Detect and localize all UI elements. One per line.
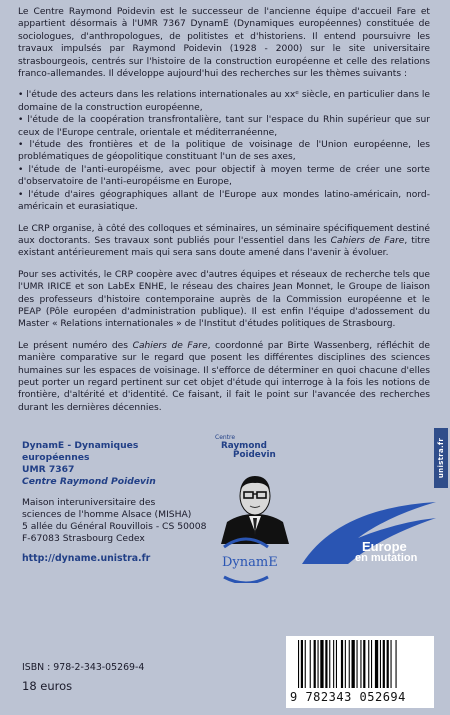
- list-item: • l'étude de l'anti-européisme, avec pour objectif à moyen terme de créer une sorte d'observatoire de l'anti-européisme en Europe,: [18, 164, 430, 188]
- lab-centre: Centre Raymond Poidevin: [22, 476, 156, 487]
- website-url: http://dyname.unistra.fr: [22, 553, 151, 564]
- logo-name2: Poidevin: [233, 450, 276, 460]
- dyname-logo-text: DynamE: [222, 555, 278, 570]
- barcode-bar: [363, 640, 365, 688]
- barcode-bar: [360, 640, 361, 688]
- barcode-bar: [391, 640, 392, 688]
- paragraph-cooperation: Pour ses activités, le CRP coopère avec d'autres équipes et réseaux de recherche tels que l'UMR IRICE et son LabEx ENHE, le réseau des chaires Jean Monnet, le Groupe de liaison des professeurs d'histoire contemporaine auprès de la Commission européenne et le PEAP (Pôle européen d'administration publique). Il est enfin l'équipe d'adossement du Master « Relations internationales » de l'Institut d'études politiques de Strasbourg.: [18, 269, 430, 330]
- barcode-bar: [368, 640, 369, 688]
- barcode-bar: [310, 640, 311, 688]
- paragraph-intro: Le Centre Raymond Poidevin est le successeur de l'ancienne équipe d'accueil Fare et appartient désormais à l'UMR 7367 DynamE (Dynamiques européennes) constituée de sociologues, d'anthropologues, de politistes et d'historiens. Il entend poursuivre les travaux impulsés par Raymond Poidevin (1928 - 2000) sur le site universitaire strasbourgeois, centrés sur l'histoire de la construction européenne et celle des relations franco-allemandes. Il développe aujourd'hui des recherches sur les thèmes suivants :: [18, 7, 430, 80]
- barcode-bar: [333, 640, 334, 688]
- address-line: F-67083 Strasbourg Cedex: [22, 533, 145, 544]
- logo-name1: Raymond: [221, 441, 267, 451]
- list-item: • l'étude des acteurs dans les relations internationales au xxᵉ siècle, en particulier dans le domaine de la construction européenne,: [18, 90, 430, 113]
- list-item: • l'étude d'aires géographiques allant de l'Europe aux mondes latino-américain, nord-américain et eurasiatique.: [18, 189, 430, 213]
- price: 18 euros: [22, 679, 73, 693]
- list-item: • l'étude de la coopération transfrontalière, tant sur l'espace du Rhin supérieur que sur ceux de l'Europe centrale, orientale et méditerranéenne,: [18, 115, 430, 138]
- lab-info: [22, 440, 202, 488]
- barcode-bar: [301, 640, 303, 688]
- barcode-bar: [357, 640, 358, 688]
- barcode-bar: [314, 640, 316, 688]
- lab-umr: UMR 7367: [22, 464, 75, 475]
- address-line: sciences de l'homme Alsace (MISHA): [22, 509, 192, 520]
- barcode-bar: [371, 640, 372, 688]
- text-span: , coordonné par Birte Wassenberg, réfléchit de manière comparative sur le regard que posent les différentes disciplines des sciences humaines sur les espaces de voisinage. Il s'efforce de déterminer en quoi chacune d'elles peut porter un regard pertinent sur cet objet d'étude qui interroge à la fois les notions de frontière, d'altérité et d'identité. Ce faisant, il fait le point sur l'avancée des recherches durant les dernières décennies.: [18, 340, 430, 413]
- text-span: Le CRP organise, à côté des colloques et séminaires, un séminaire spécifiquement destiné aux doctorants. Ses travaux sont publiés pour l'essentiel dans les: [18, 223, 430, 246]
- journal-title: Cahiers de Fare: [132, 340, 208, 351]
- themes-list: [18, 89, 430, 213]
- journal-title: Cahiers de Fare: [330, 235, 405, 246]
- europe-logo-line1: Europe: [362, 539, 407, 554]
- back-cover-text: [18, 6, 430, 423]
- address-line: Maison interuniversitaire des: [22, 497, 156, 508]
- barcode-bar: [352, 640, 355, 688]
- unistra-tab: [434, 428, 448, 488]
- list-item: • l'étude des frontières et de la politique de voisinage de l'Union européenne, les problématiques de géopolitique constituant l'un de ses axes,: [18, 140, 430, 163]
- unistra-label: unistra.fr: [437, 437, 445, 479]
- paragraph-issue: [18, 340, 430, 414]
- barcode-bar: [349, 640, 350, 688]
- europe-logo-line2: en mutation: [355, 552, 418, 564]
- barcode-bar: [320, 640, 323, 688]
- barcode-bar: [383, 640, 385, 688]
- barcode-bar: [305, 640, 306, 688]
- barcode-bar: [396, 640, 397, 688]
- barcode-digits: 9 782343 052694: [290, 690, 406, 704]
- barcode-bar: [380, 640, 381, 688]
- address-block: [22, 497, 212, 545]
- barcode-bar: [387, 640, 389, 688]
- address-line: 5 allée du Général Rouvillois - CS 50008: [22, 521, 207, 532]
- lab-name: DynamE - Dynamiques européennes: [22, 440, 139, 463]
- text-span: Le présent numéro des: [18, 340, 133, 351]
- barcode-bar: [325, 640, 327, 688]
- poidevin-logo-text: [215, 433, 295, 460]
- portrait-image: [215, 470, 295, 544]
- paragraph-seminar: [18, 223, 430, 260]
- text-span: , titre existant antérieurement mais qui sera sans doute amené dans l'avenir à évoluer.: [18, 235, 430, 259]
- barcode-bar: [298, 640, 299, 688]
- barcode-bar: [341, 640, 343, 688]
- barcode: [286, 636, 434, 708]
- barcode-bars: [294, 640, 426, 690]
- barcode-bar: [318, 640, 319, 688]
- barcode-bar: [375, 640, 378, 688]
- logo-small: Centre: [215, 434, 236, 441]
- isbn: ISBN : 978-2-343-05269-4: [22, 662, 145, 673]
- barcode-bar: [345, 640, 346, 688]
- barcode-bar: [336, 640, 337, 688]
- barcode-bar: [329, 640, 330, 688]
